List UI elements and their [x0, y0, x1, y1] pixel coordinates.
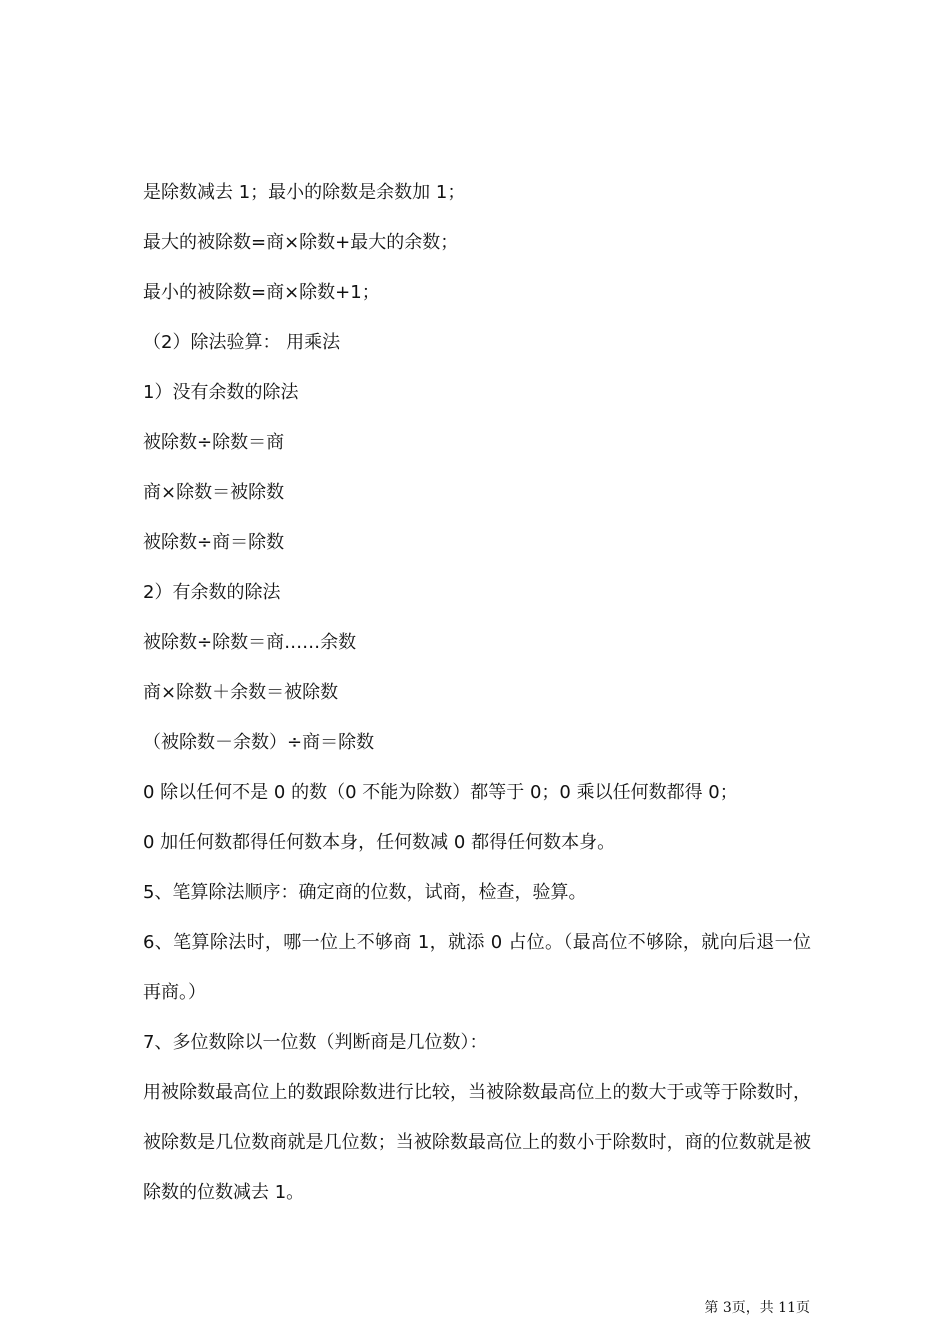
page-number: 第 3页，共 11页 — [704, 1300, 810, 1316]
text-line: 0 加任何数都得任何数本身，任何数减 0 都得任何数本身。 — [143, 832, 616, 853]
subheading: 2）有余数的除法 — [143, 582, 281, 603]
text-line: 0 除以任何不是 0 的数（0 不能为除数）都等于 0；0 乘以任何数都得 0； — [143, 782, 738, 803]
formula-line: 被除数÷除数＝商……余数 — [143, 632, 357, 653]
numbered-item: 7、多位数除以一位数（判断商是几位数）： — [143, 1032, 488, 1053]
document-body — [143, 168, 811, 1218]
numbered-item: 5、笔算除法顺序：确定商的位数，试商，检查，验算。 — [143, 882, 587, 903]
formula-line: 被除数÷除数＝商 — [143, 432, 285, 453]
subheading: 1）没有余数的除法 — [143, 382, 299, 403]
numbered-item-paragraph: 6、笔算除法时，哪一位上不够商 1，就添 0 占位。（最高位不够除，就向后退一位再商。） — [143, 932, 811, 1003]
section-heading: （2）除法验算： 用乘法 — [143, 332, 341, 353]
formula-line: （被除数－余数）÷商＝除数 — [143, 732, 375, 753]
formula-line: 商×除数＋余数＝被除数 — [143, 682, 339, 703]
text-line: 最小的被除数=商×除数+1； — [143, 282, 380, 303]
body-paragraph: 用被除数最高位上的数跟除数进行比较，当被除数最高位上的数大于或等于除数时，被除数是几位数商就是几位数；当被除数最高位上的数小于除数时，商的位数就是被除数的位数减去 1。 — [143, 1082, 811, 1203]
formula-line: 商×除数＝被除数 — [143, 482, 285, 503]
text-line: 最大的被除数=商×除数+最大的余数； — [143, 232, 459, 253]
text-line: 是除数减去 1；最小的除数是余数加 1； — [143, 182, 466, 203]
formula-line: 被除数÷商＝除数 — [143, 532, 285, 553]
